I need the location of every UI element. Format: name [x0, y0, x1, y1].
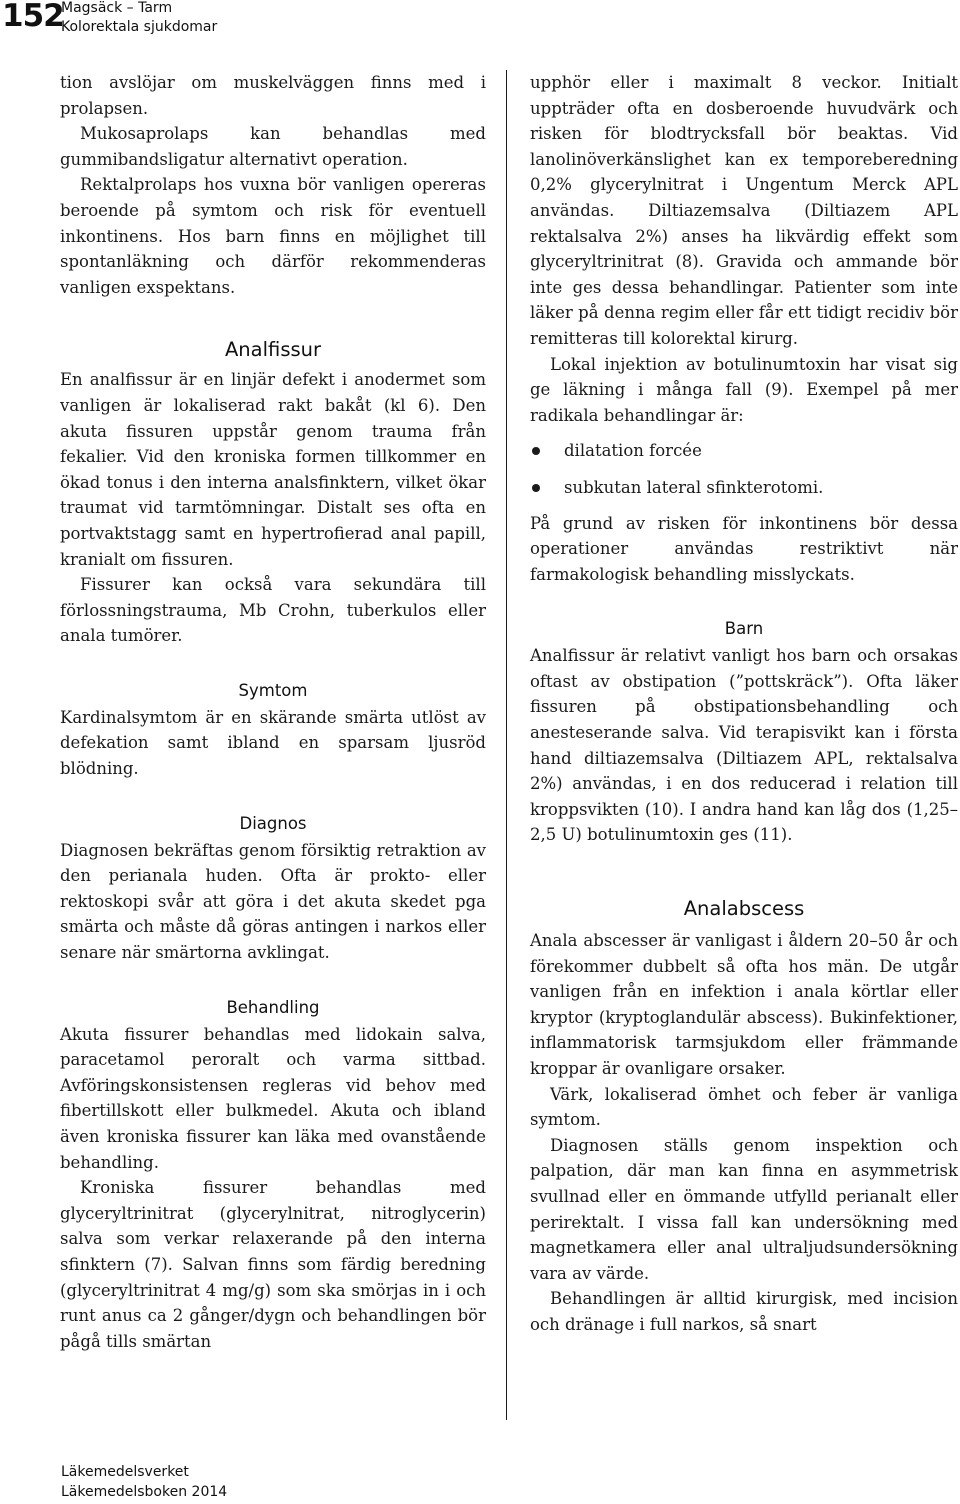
list-item-text: dilatation forcée: [564, 441, 702, 461]
paragraph: Kroniska fissurer behandlas med glyceryltrinitrat (glycerylnitrat, nitroglycerin) salva som verkar relaxerande på den interna sfinktern (7). Salvan finns som färdig beredning (glyceryltrinitrat 4 mg/g) som ska smörjas in i och runt anus ca 2 gånger/dygn och behandlingen bör pågå tills smärtan: [60, 1178, 486, 1351]
bullet-list: [530, 438, 958, 500]
paragraph: Rektalprolaps hos vuxna bör vanligen opereras beroende på symtom och risk för eventuell inkontinens. Hos barn finns en möjlighet till spontanläkning och därför rekommenderas vanligen exspektans.: [60, 175, 486, 297]
paragraph: tion avslöjar om muskelväggen finns med i prolapsen.: [60, 73, 486, 118]
paragraph: En analfissur är en linjär defekt i anodermet som vanligen är lokaliserad rakt bakåt (kl 6). Den akuta fissuren uppstår genom trauma från fekalier. Vid den kroniska formen tillkommer en ökad tonus i den interna analsfinktern, vilket ökar traumat vid tarmtömningar. Distalt ses ofta en portvaktstagg samt en hypertrofierad anal papill, kranialt om fissuren.: [60, 370, 486, 569]
paragraph: Anala abscesser är vanligast i åldern 20–50 år och förekommer dubbelt så ofta hos män. De utgår vanligen från en infektion i anala körtlar eller kryptor (kryptoglandulär abscess). Bukinfektioner, inflammatorisk tarmsjukdom eller främmande kroppar är ovanligare orsaker.: [530, 931, 958, 1078]
paragraph: Kardinalsymtom är en skärande smärta utlöst av defekation samt ibland en sparsam ljusröd blödning.: [60, 707, 486, 779]
list-item: [530, 438, 958, 464]
heading-diagnos: Diagnos: [239, 813, 307, 833]
left-column: [60, 70, 486, 1354]
paragraph: Analfissur är relativt vanligt hos barn och orsakas oftast av obstipation (”pottskräck”). Ofta läker fissuren på obstipationsbehandling och anesteserande salva. Vid terapisvikt kan i första hand diltiazemsalva (Diltiazem APL, rektalsalva 2%) användas, i en dos reducerad i relation till kroppsvikten (10). I andra hand kan låg dos (1,25–2,5 U) botulinumtoxin ges (11).: [530, 646, 958, 845]
bullet-icon: [532, 484, 540, 492]
paragraph: Akuta fissurer behandlas med lidokain salva, paracetamol peroralt och varma sittbad. Avföringskonsistensen regleras vid behov med fibertillskott eller bulkmedel. Akuta och ibland även kroniska fissurer kan läka med ovanstående behandling.: [60, 1024, 486, 1172]
paragraph: Mukosaprolaps kan behandlas med gummibandsligatur alternativt operation.: [60, 124, 486, 169]
paragraph: Diagnosen bekräftas genom försiktig retraktion av den perianala huden. Ofta är prokto- eller rektoskopi svår att göra i det akuta skedet pga smärta och måste då göras antingen i narkos eller senare när smärtorna avklingat.: [60, 840, 486, 963]
footer-publisher: Läkemedelsverket: [61, 1464, 189, 1480]
bullet-icon: [532, 447, 540, 455]
list-item-text: subkutan lateral sfinkterotomi.: [564, 477, 824, 497]
paragraph: På grund av risken för inkontinens bör dessa operationer användas restriktivt när farmakologisk behandling misslyckats.: [530, 513, 958, 584]
heading-analabscess: Analabscess: [683, 897, 805, 921]
page-header: [0, 0, 960, 42]
heading-analfissur: Analfissur: [224, 338, 322, 362]
heading-behandling: Behandling: [226, 997, 320, 1017]
list-item: [530, 475, 958, 501]
paragraph: Behandlingen är alltid kirurgisk, med incision och dränage i full narkos, så snart: [530, 1289, 958, 1334]
paragraph: Diagnosen ställs genom inspektion och palpation, där man kan finna en asymmetrisk svullnad eller en ömmande utfylld perianalt eller perirektalt. I vissa fall kan undersökning med magnetkamera eller anal ultraljudsundersökning vara av värde.: [530, 1135, 958, 1283]
paragraph: upphör eller i maximalt 8 veckor. Initialt uppträder ofta en dosberoende huvudvärk och risken för blodtrycksfall bör beaktas. Vid lanolinöverkänslighet kan ex temporeberedning 0,2% glycerylnitrat i Ungentum Merck APL användas. Diltiazemsalva (Diltiazem APL rektalsalva 2%) anses ha likvärdig effekt som glyceryltrinitrat (8). Gravida och ammande bör inte ges dessa behandlingar. Patienter som inte läker på denna regim eller får ett tidigt recidiv bör remitteras till kolorektal kirurg.: [530, 73, 958, 348]
right-column: [530, 70, 958, 1338]
paragraph: Lokal injektion av botulinumtoxin har visat sig ge läkning i många fall (9). Exempel på mer radikala behandlingar är:: [530, 354, 958, 425]
section-subtitle: Kolorektala sjukdomar: [61, 19, 218, 35]
section-title: Magsäck – Tarm: [61, 0, 173, 16]
heading-barn: Barn: [724, 619, 764, 639]
heading-symtom: Symtom: [238, 680, 308, 700]
paragraph: Värk, lokaliserad ömhet och feber är vanliga symtom.: [530, 1084, 958, 1130]
page-number: 152: [2, 0, 64, 34]
paragraph: Fissurer kan också vara sekundära till förlossningstrauma, Mb Crohn, tuberkulos eller anala tumörer.: [60, 575, 486, 646]
footer-book: Läkemedelsboken 2014: [61, 1484, 228, 1500]
column-divider: [506, 70, 507, 1420]
